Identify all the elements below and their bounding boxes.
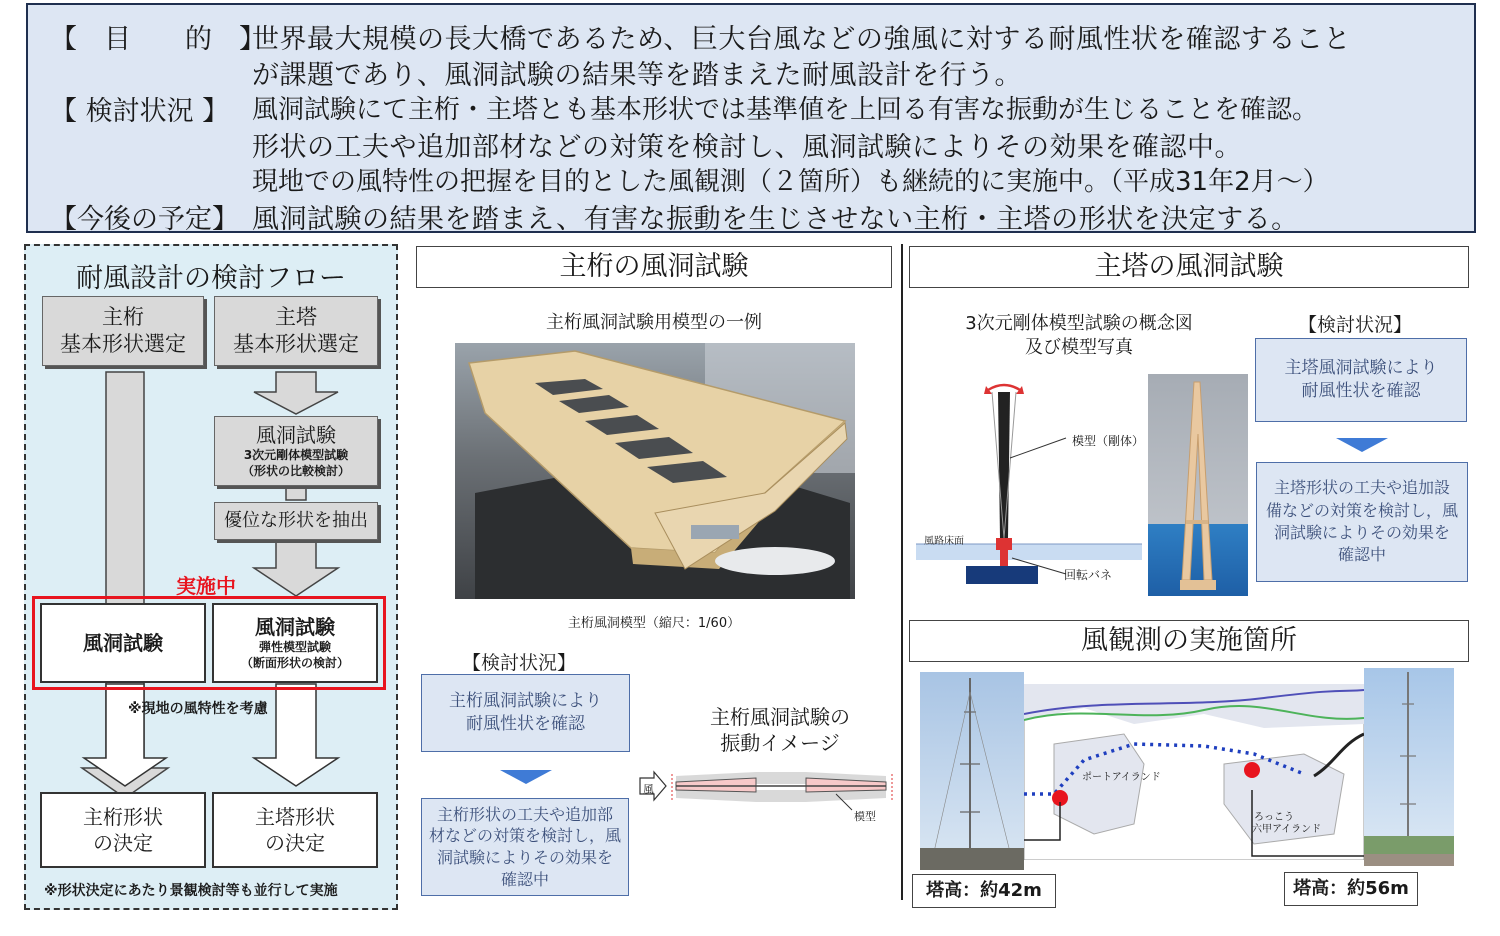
girder-wind-test-box xyxy=(40,603,206,683)
girder-status-box-1 xyxy=(421,674,630,752)
girder-model-label: 模型 xyxy=(854,810,876,823)
rotation-arrow-icon xyxy=(988,385,1020,390)
tower-concept-diagram xyxy=(916,378,1145,588)
girder-status2-line4: 確認中 xyxy=(500,869,549,889)
flow-footnote: ※形状決定にあたり景観検討等も並行して実施 xyxy=(44,883,338,899)
tower-status1-line1: 主塔風洞試験により xyxy=(1284,358,1438,379)
tower-status-title: 【検討状況】 xyxy=(1298,314,1413,336)
tower-test-sub1: 3次元剛体模型試験 xyxy=(243,448,349,463)
section-divider xyxy=(901,244,903,900)
purpose-label: 【 目 的 】 xyxy=(50,24,266,55)
girder-status1-line1: 主桁風洞試験により xyxy=(449,691,602,712)
map-label-port-island: ポートアイランド xyxy=(1082,772,1161,783)
girder-status2-line2: 材などの対策を検討し，風 xyxy=(428,826,621,846)
summary-panel xyxy=(26,3,1476,233)
girder-status-arrow xyxy=(500,770,552,784)
status-label: 【 検討状況 】 xyxy=(50,96,230,127)
observation-point-right xyxy=(1244,762,1260,778)
girder-header: 主桁の風洞試験 xyxy=(416,246,892,288)
tower-basic-line2: 基本形状選定 xyxy=(233,332,359,356)
girder-status-box-2 xyxy=(421,798,629,896)
tower-status2-line2: 備などの対策を検討し，風 xyxy=(1265,500,1458,520)
arrow-tower-1 xyxy=(254,372,338,414)
girder-photo-caption-bottom: 主桁風洞模型（縮尺：1/60） xyxy=(567,616,741,631)
elastic-sub1: 弾性模型試験 xyxy=(258,640,331,655)
status-line-1: 風洞試験にて主桁・主塔とも基本形状では基準値を上回る有害な振動が生じることを確認。 xyxy=(252,95,1319,125)
tower-concept-caption xyxy=(914,312,1244,361)
wind-label: 風 xyxy=(643,783,654,796)
tower-model-photo xyxy=(1148,374,1248,596)
girder-basic-line1: 主桁 xyxy=(102,304,144,329)
tower-model-label: 模型（剛体） xyxy=(1072,434,1145,448)
extract-label: 優位な形状を抽出 xyxy=(224,510,368,532)
spring-label: 回転バネ xyxy=(1064,568,1113,582)
map-label-rokko-island: 六甲アイランド xyxy=(1252,824,1322,835)
plan-label: 【今後の予定】 xyxy=(50,204,239,235)
girder-test-label: 風洞試験 xyxy=(83,631,163,655)
girder-status2-line1: 主桁形状の工夫や追加部 xyxy=(436,804,613,824)
height-label-right: 塔高：約56m xyxy=(1284,872,1418,906)
girder-vibration-title xyxy=(680,704,880,756)
girder-basic-box xyxy=(42,296,204,366)
girder-decide-line2: の決定 xyxy=(93,831,153,855)
extract-box xyxy=(214,502,378,540)
concept-caption-line2: 及び模型写真 xyxy=(1025,337,1133,359)
tower-status-box-2 xyxy=(1256,462,1468,582)
design-flow-panel xyxy=(24,244,398,910)
tower-decide-line2: の決定 xyxy=(265,831,325,855)
tower-status-arrow xyxy=(1336,438,1388,452)
tower-basic-box xyxy=(214,296,378,366)
arrow-tower-2 xyxy=(286,488,306,500)
girder-model-photo xyxy=(455,343,855,599)
plan-line-1: 風洞試験の結果を踏まえ、有害な振動を生じさせない主桁・主塔の形状を決定する。 xyxy=(252,204,1299,235)
tower-status2-line1: 主塔形状の工夫や追加設 xyxy=(1273,478,1450,498)
girder-status1-line2: 耐風性状を確認 xyxy=(466,714,585,734)
girder-photo-caption-top: 主桁風洞試験用模型の一例 xyxy=(546,312,762,333)
mast-photo-right xyxy=(1364,668,1454,866)
tower-status1-line2: 耐風性状を確認 xyxy=(1301,381,1421,401)
girder-status-title: 【検討状況】 xyxy=(462,652,577,674)
tower-status2-line3: 洞試験によりその効果を xyxy=(1273,523,1450,542)
arrow-tower-3 xyxy=(254,542,338,596)
in-progress-label: 実施中 xyxy=(176,574,236,598)
tower-decide-box xyxy=(212,792,378,868)
floor-label: 風路床面 xyxy=(924,536,964,547)
girder-basic-line2: 基本形状選定 xyxy=(60,332,186,356)
height-label-left: 塔高：約42m xyxy=(912,874,1056,908)
girder-decide-box xyxy=(40,792,206,868)
status-line-3: 現地での風特性の把握を目的とした風観測（２箇所）も継続的に実施中。（平成31年2月～） xyxy=(252,167,1329,197)
map-label-rokko: ろっこう xyxy=(1254,812,1294,823)
girder-decide-line1: 主桁形状 xyxy=(83,805,163,829)
tower-header: 主塔の風洞試験 xyxy=(909,246,1469,288)
girder-elastic-test-box xyxy=(212,603,378,683)
tower-wind-test-box xyxy=(214,416,378,486)
vib-title-line2: 振動イメージ xyxy=(720,731,840,755)
vib-title-line1: 主桁風洞試験の xyxy=(710,705,850,729)
status-line-2: 形状の工夫や追加部材などの対策を検討し、風洞試験によりその効果を確認中。 xyxy=(252,132,1242,163)
purpose-line-1: 世界最大規模の長大橋であるため、巨大台風などの強風に対する耐風性状を確認すること xyxy=(252,24,1351,55)
girder-status2-line3: 洞試験によりその効果を xyxy=(436,848,613,867)
tower-basic-line1: 主塔 xyxy=(275,304,317,329)
flow-title: 耐風設計の検討フロー xyxy=(76,263,346,294)
tower-status2-line4: 確認中 xyxy=(1337,545,1386,565)
tower-decide-line1: 主塔形状 xyxy=(255,805,335,829)
observation-header: 風観測の実施箇所 xyxy=(909,620,1469,662)
purpose-line-2: が課題であり、風洞試験の結果等を踏まえた耐風設計を行う。 xyxy=(252,60,1022,91)
tower-status-box-1 xyxy=(1255,338,1467,422)
site-note: ※現地の風特性を考慮 xyxy=(128,701,268,717)
height-callout-lines xyxy=(1024,790,1364,880)
concept-caption-line1: 3次元剛体模型試験の概念図 xyxy=(965,313,1193,334)
tower-test-sub2: （形状の比較検討） xyxy=(241,464,350,478)
tower-test-title: 風洞試験 xyxy=(256,423,336,448)
elastic-title: 風洞試験 xyxy=(255,615,335,640)
elastic-sub2: （断面形状の検討） xyxy=(240,656,349,670)
mast-photo-left xyxy=(920,672,1024,870)
